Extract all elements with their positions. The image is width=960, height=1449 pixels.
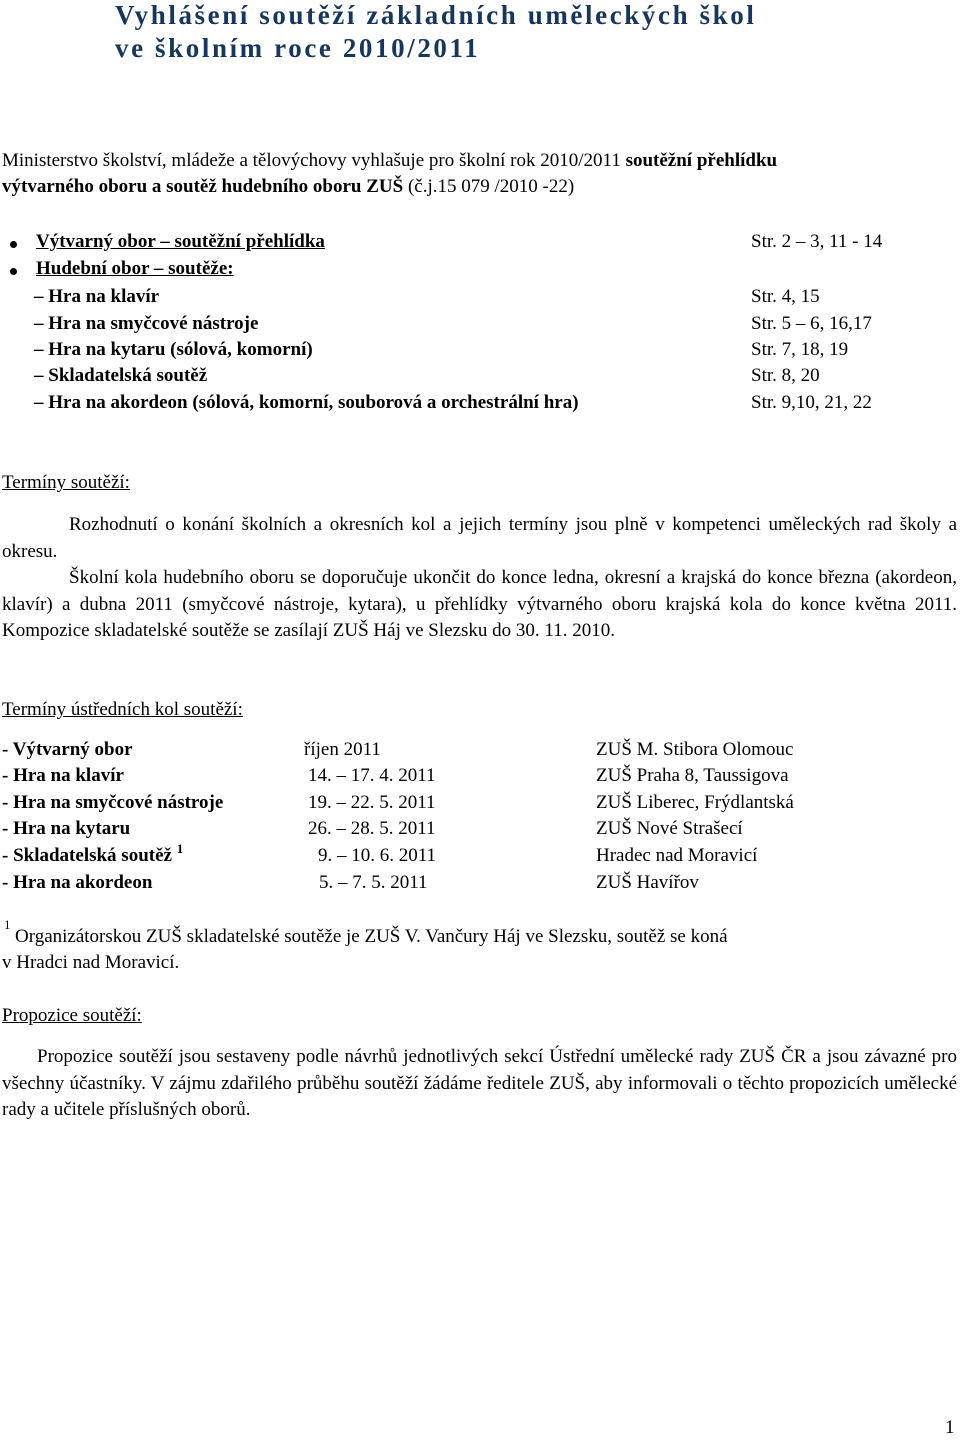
overview-subitem: – Hra na akordeon (sólová, komorní, souborová a orchestrální hra) bbox=[34, 392, 579, 413]
footnote-line-2: v Hradci nad Moravicí. bbox=[2, 952, 180, 973]
footnote-mark: 1 bbox=[4, 917, 11, 932]
intro-bold-2: výtvarného oboru a soutěž hudebního oboru ZUŠ bbox=[2, 176, 404, 197]
central-heading: Termíny ústředních kol soutěží: bbox=[2, 699, 243, 720]
overview-pages: Str. 8, 20 bbox=[751, 365, 820, 386]
footnote-reference: 1 bbox=[176, 841, 184, 856]
intro-line-1 bbox=[2, 150, 777, 172]
central-row-date: 26. – 28. 5. 2011 bbox=[308, 818, 436, 839]
central-row-date: 9. – 10. 6. 2011 bbox=[318, 845, 437, 866]
overview-pages: Str. 7, 18, 19 bbox=[751, 339, 849, 360]
central-row-place: ZUŠ Praha 8, Taussigova bbox=[596, 765, 789, 786]
central-row-name: - Hra na kytaru bbox=[2, 818, 131, 839]
central-row-date: 14. – 17. 4. 2011 bbox=[308, 765, 436, 786]
central-row-place: ZUŠ Nové Strašecí bbox=[596, 818, 743, 839]
terms-paragraph-2: Školní kola hudebního oboru se doporučuje ukončit do konce ledna, okresní a krajská do konce března (akordeon, klavír) a dubna 2011 (smyčcové nástroje, kytara), u přehlídky výtvarného oboru krajská kola do konce května 2011. Kompozice skladatelské soutěže se zasílají ZUŠ Háj ve Slezsku do 30. 11. 2010. bbox=[2, 567, 957, 642]
overview-item-visual-arts: Výtvarný obor – soutěžní přehlídka bbox=[36, 231, 325, 252]
overview-subitem: – Hra na klavír bbox=[34, 286, 160, 307]
central-row-name: - Hra na akordeon bbox=[2, 872, 153, 893]
intro-reference: (č.j.15 079 /2010 -22) bbox=[403, 176, 575, 197]
overview-pages: Str. 2 – 3, 11 - 14 bbox=[751, 231, 883, 252]
overview-pages: Str. 5 – 6, 16,17 bbox=[751, 313, 872, 334]
central-row-name: - Hra na klavír bbox=[2, 765, 124, 786]
central-row-name: - Hra na smyčcové nástroje bbox=[2, 792, 224, 813]
document-title-line-1: Vyhlášení soutěží základních uměleckých škol bbox=[115, 0, 757, 30]
bullet-icon bbox=[10, 241, 17, 248]
central-row-place: ZUŠ Liberec, Frýdlantská bbox=[596, 792, 794, 813]
central-row-date: 5. – 7. 5. 2011 bbox=[319, 872, 428, 893]
overview-pages: Str. 4, 15 bbox=[751, 286, 820, 307]
overview-subitem: – Skladatelská soutěž bbox=[34, 365, 208, 386]
intro-bold: soutěžní přehlídku bbox=[625, 150, 778, 171]
propozice-heading: Propozice soutěží: bbox=[2, 1005, 142, 1026]
central-row-name-text: - Skladatelská soutěž bbox=[2, 845, 172, 866]
central-row-place: ZUŠ M. Stibora Olomouc bbox=[596, 739, 794, 760]
central-row-place: ZUŠ Havířov bbox=[596, 872, 699, 893]
central-row-date: říjen 2011 bbox=[304, 739, 381, 760]
overview-subitem: – Hra na smyčcové nástroje bbox=[34, 313, 259, 334]
document-title-line-2: ve školním roce 2010/2011 bbox=[115, 33, 481, 63]
central-row-date: 19. – 22. 5. 2011 bbox=[308, 792, 436, 813]
footnote-line-1: Organizátorskou ZUŠ skladatelské soutěže je ZUŠ V. Vančury Háj ve Slezsku, soutěž se koná bbox=[15, 926, 728, 947]
intro-text: Ministerstvo školství, mládeže a tělovýchovy vyhlašuje pro školní rok 2010/2011 bbox=[2, 150, 626, 171]
overview-pages: Str. 9,10, 21, 22 bbox=[751, 392, 872, 413]
central-row-place: Hradec nad Moravicí bbox=[596, 845, 758, 866]
overview-subitem: – Hra na kytaru (sólová, komorní) bbox=[34, 339, 313, 360]
central-row-name: - Výtvarný obor bbox=[2, 739, 133, 760]
page-number: 1 bbox=[945, 1417, 955, 1438]
terms-paragraph-1: Rozhodnutí o konání školních a okresních kol a jejich termíny jsou plně v kompetenci uměleckých rad školy a okresu. bbox=[2, 514, 957, 562]
terms-heading: Termíny soutěží: bbox=[2, 472, 130, 493]
intro-line-2 bbox=[2, 176, 574, 198]
overview-item-music: Hudební obor – soutěže: bbox=[36, 258, 234, 279]
propozice-paragraph: Propozice soutěží jsou sestaveny podle návrhů jednotlivých sekcí Ústřední umělecké rady ZUŠ ČR a jsou závazné pro všechny účastníky. V zájmu zdařilého průběhu soutěží žádáme ředitele ZUŠ, aby informovali o těchto propozicích umělecké rady a učitele příslušných oborů. bbox=[2, 1046, 957, 1121]
bullet-icon bbox=[10, 268, 17, 275]
central-row-name bbox=[2, 841, 184, 867]
